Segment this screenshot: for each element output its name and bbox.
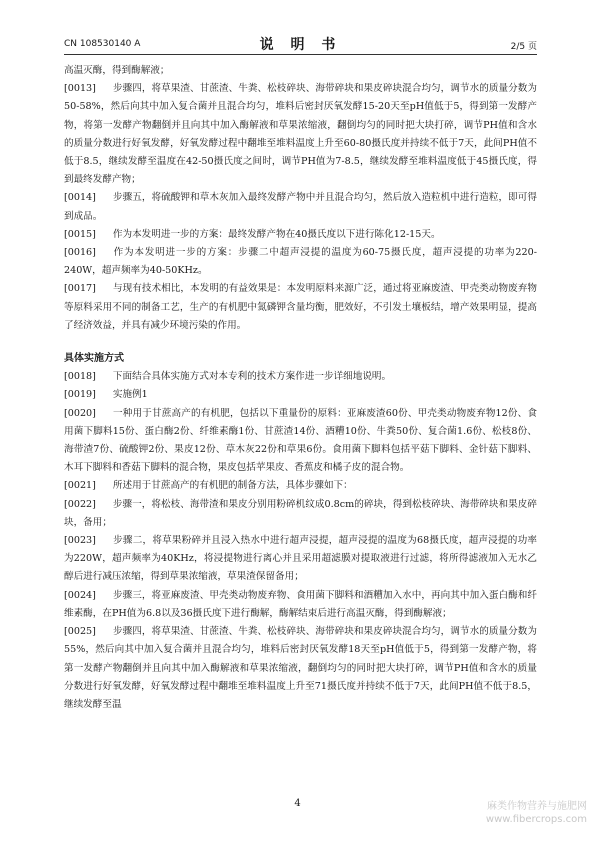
paragraph-number: [0022]	[64, 498, 96, 510]
watermark-url: www.fibercrops.com	[485, 814, 587, 825]
paragraph-text: 步骤二，将草果粉碎并且浸入热水中进行超声浸提，超声浸提的温度为68摄氏度，超声浸提的功率为220W，超声频率为40KHz，将浸提物进行离心并且采用超滤膜对提取液进行过滤，将所得滤液加入无水乙醇后进行减压浓缩，得到草果浓缩液，草果渣保留备用；	[64, 535, 537, 583]
paragraph-number: [0023]	[64, 535, 96, 547]
paragraph-number: [0016]	[64, 247, 96, 259]
paragraph	[64, 62, 537, 80]
paragraph-text: 高温灭酶，得到酶解液；	[64, 65, 170, 76]
paragraph	[64, 244, 537, 280]
paragraph-number: [0024]	[64, 589, 96, 601]
section-heading: 具体实施方式	[64, 353, 124, 365]
paragraph	[64, 189, 537, 225]
paragraph-number: [0019]	[64, 389, 96, 401]
paragraph-list-top	[64, 62, 537, 335]
paragraph-text: 步骤五，将硫酸钾和草木灰加入最终发酵产物中并且混合均匀，然后放入造粒机中进行造粒，即可得到成品。	[64, 192, 537, 222]
paragraph-number: [0021]	[64, 480, 96, 492]
paragraph	[64, 280, 537, 335]
paragraph-number: [0020]	[64, 407, 96, 419]
paragraph-list-bottom	[64, 368, 537, 714]
paragraph-text: 下面结合具体实施方式对本专利的技术方案作进一步详细地说明。	[112, 371, 392, 383]
page-header	[64, 34, 537, 55]
paragraph-text: 作为本发明进一步的方案：步骤二中超声浸提的温度为60-75摄氏度，超声浸提的功率为220-240W，超声频率为40-50KHz。	[64, 247, 537, 277]
paragraph-number: [0014]	[64, 192, 96, 204]
paragraph-text: 所述用于甘蔗高产的有机肥的制备方法，具体步骤如下：	[112, 480, 353, 492]
paragraph-text: 与现有技术相比，本发明的有益效果是：本发明原料来源广泛，通过将亚麻废渣、甲壳类动物废弃物等原料采用不同的制备工艺，生产的有机肥中氮磷钾含量均衡，肥效好，不引发土壤板结，增产效果明显，提高了经济效益，并具有减少环境污染的作用。	[64, 283, 537, 331]
paragraph-text: 实施例1	[112, 389, 148, 401]
paragraph-number: [0025]	[64, 626, 96, 638]
watermark-title: 麻类作物营养与施肥网	[487, 801, 587, 812]
paragraph	[64, 386, 537, 404]
publication-number: CN 108530140 A	[64, 39, 141, 49]
document-title: 说 明 书	[259, 37, 342, 53]
page-indicator: 2/5 页	[510, 42, 537, 52]
paragraph-number: [0018]	[64, 371, 96, 383]
paragraph	[64, 623, 537, 714]
paragraph-text: 作为本发明进一步的方案：最终发酵产物在40摄氏度以下进行陈化12-15天。	[112, 228, 441, 240]
paragraph-text: 步骤一，将松枝、海带渣和果皮分别用粉碎机纹成0.8cm的碎块，得到松枝碎块、海带碎块和果皮碎块，备用；	[64, 498, 537, 528]
paragraph	[64, 368, 537, 386]
paragraph-number: [0015]	[64, 228, 96, 240]
paragraph-number: [0013]	[64, 83, 96, 95]
paragraph	[64, 226, 537, 244]
paragraph	[64, 477, 537, 495]
paragraph	[64, 532, 537, 587]
document-body	[64, 62, 537, 714]
paragraph	[64, 405, 537, 478]
page-number: 4	[294, 798, 301, 809]
paragraph-text: 步骤四，将草果渣、甘蔗渣、牛粪、松枝碎块、海带碎块和果皮碎块混合均匀，调节水的质量分数为50-58%，然后向其中加入复合菌并且混合均匀，堆料后密封厌氧发酵15-20天至pH值低于5，得到第一发酵产物，将第一发酵产物翻倒并且向其中加入酶解液和草果浓缩液，翻倒均匀的同时把大块打碎，调节PH值和含水的质量分数进行好氧发酵，好氧发酵过程中翻堆至堆料温度上升至60-80摄氏度并持续不低于7天，此间PH值不低于8.5，继续发酵至温度在42-50摄氏度之间时，调节PH值为7-8.5，继续发酵至堆料温度低于45摄氏度，得到最终发酵产物；	[64, 83, 537, 186]
paragraph-number: [0017]	[64, 283, 96, 295]
paragraph	[64, 496, 537, 532]
paragraph	[64, 80, 537, 189]
paragraph-text: 步骤四，将草果渣、甘蔗渣、牛粪、松枝碎块、海带碎块和果皮碎块混合均匀，调节水的质量分数为55%，然后向其中加入复合菌并且混合均匀，堆料后密封厌氧发酵18天至pH值低于5，得到第一发酵产物，将第一发酵产物翻倒并且向其中加入酶解液和草果浓缩液，翻倒均匀的同时把大块打碎，调节PH值和含水的质量分数进行好氧发酵，好氧发酵过程中翻堆至堆料温度上升至71摄氏度并持续不低于7天，此间PH值不低于8.5，继续发酵至温	[64, 626, 537, 710]
paragraph-text: 步骤三，将亚麻废渣、甲壳类动物废弃物、食用菌下脚料和酒糟加入水中，再向其中加入蛋白酶和纤维素酶，在PH值为6.8以及36摄氏度下进行酶解，酶解结束后进行高温灭酶，得到酶解液；	[64, 589, 537, 619]
paragraph	[64, 587, 537, 623]
paragraph-text: 一种用于甘蔗高产的有机肥，包括以下重量份的原料：亚麻废渣60份、甲壳类动物废弃物12份、食用菌下脚料15份、蛋白酶2份、纤维素酶1份、甘蔗渣14份、酒糟10份、牛粪50份、复合菌1.6份、松枝8份、海带渣7份、硫酸钾2份、果皮12份、草木灰22份和草果6份。食用菌下脚料包括平菇下脚料、金针菇下脚料、木耳下脚料和香菇下脚料的混合物，果皮包括苹果皮、香蕉皮和橘子皮的混合物。	[64, 407, 537, 474]
watermark	[486, 800, 587, 826]
